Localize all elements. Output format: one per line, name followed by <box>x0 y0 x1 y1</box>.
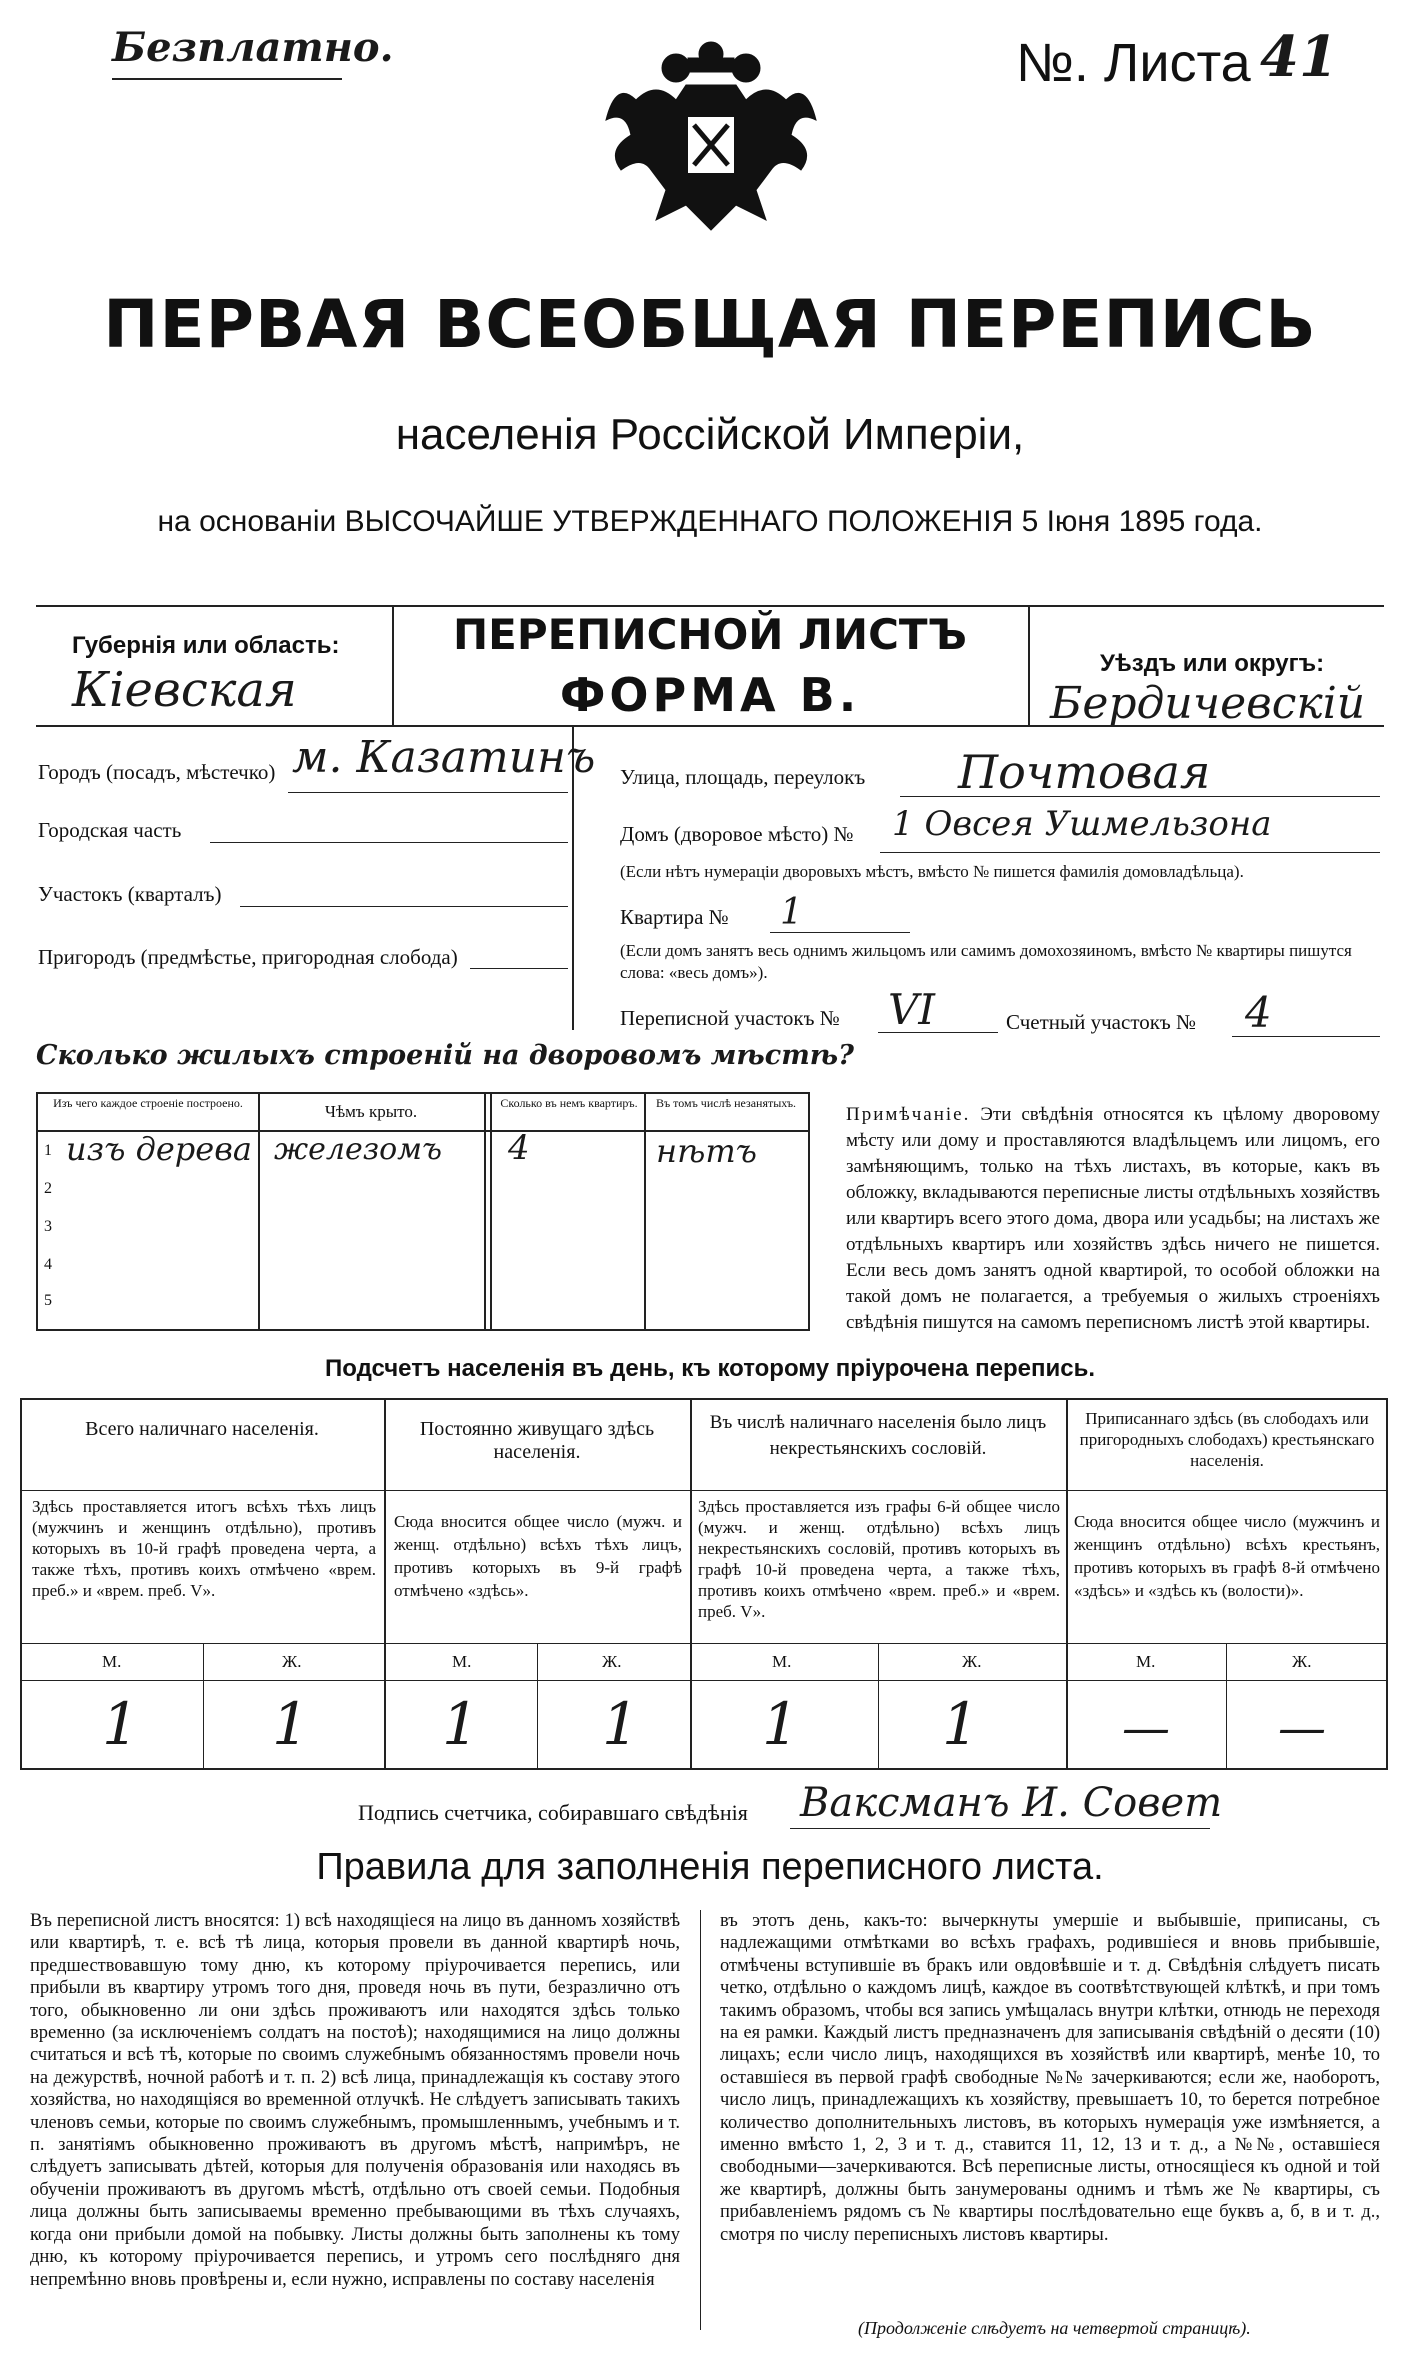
house-label: Домъ (дворовое мѣсто) № <box>620 822 854 846</box>
street-line <box>900 796 1380 797</box>
signature-label: Подпись счетчика, собиравшаго свѣдѣнія <box>358 1800 748 1825</box>
count-col-peasant-f: — <box>1278 1700 1326 1756</box>
buildings-row <box>38 1286 808 1324</box>
buildings-question: Сколько жилыхъ строеній на дворовомъ мѣстѣ? <box>36 1040 854 1071</box>
count-col-total-desc: Здѣсь проставляется итогъ всѣхъ тѣхъ лицъ (мужчинъ и женщинъ отдѣльно), противъ которыхъ въ 10-й графѣ проведена черта, а также тѣхъ, противъ коихъ отмѣчено «врем. преб.» и «врем. преб. V». <box>32 1497 376 1600</box>
buildings-row <box>38 1210 808 1248</box>
suburb-line <box>470 968 568 969</box>
form-top-rule <box>36 605 1384 607</box>
roof-value: железомъ <box>274 1132 443 1167</box>
district-label: Участокъ (кварталъ) <box>38 882 222 906</box>
buildings-col-material: Изъ чего каждое строеніе построено. <box>53 1096 243 1110</box>
count-table <box>20 1398 1388 1770</box>
form-divider-right <box>1028 605 1030 725</box>
count-col-peasant-desc: Сюда вносится общее число (мужчинъ и женщинъ отдѣльно) всѣхъ крестьянъ, противъ которыхъ въ графѣ 8-й отмѣчено «здѣсь» и «здѣсь къ (волости)». <box>1074 1512 1380 1600</box>
house-note: (Если нѣтъ нумераціи дворовыхъ мѣстъ, вмѣсто № пишется фамилія домовладѣльца). <box>620 862 1244 881</box>
flat-line <box>770 932 910 933</box>
row-number: 5 <box>44 1292 52 1309</box>
row-number: 2 <box>44 1180 52 1197</box>
house-value: 1 Овсея Ушмельзона <box>892 804 1272 844</box>
buildings-note <box>846 1102 1380 1336</box>
count-title: Подсчетъ населенія въ день, къ которому пріурочена перепись. <box>325 1355 1095 1382</box>
count-col-permanent-desc: Сюда вносится общее число (мужч. и женщ. отдѣльно) всѣхъ тѣхъ лицъ, противъ которыхъ въ 9-й графѣ отмѣчено «здѣсь». <box>394 1512 682 1600</box>
buildings-row <box>38 1172 808 1210</box>
row-number: 4 <box>44 1256 52 1273</box>
counting-district-value: 4 <box>1245 988 1272 1037</box>
city-line <box>288 792 568 793</box>
free-underline <box>112 78 342 80</box>
street-label: Улица, площадь, переулокъ <box>620 765 866 789</box>
district-line <box>240 906 568 907</box>
count-col-permanent-m-label: М. <box>452 1652 472 1671</box>
city-value: м. Казатинъ <box>292 732 596 783</box>
count-col-peasant-m-label: М. <box>1136 1652 1156 1671</box>
count-col-peasant-f-label: Ж. <box>1292 1652 1312 1671</box>
count-col-permanent-f-label: Ж. <box>602 1652 622 1671</box>
street-value: Почтовая <box>958 745 1211 799</box>
gubernia-value: Кіевская <box>72 662 297 718</box>
sheet-number-label: №. Листа <box>1016 33 1251 93</box>
signature-line <box>790 1828 1210 1829</box>
basis-line: на основаніи ВЫСОЧАЙШЕ УТВЕРЖДЕННАГО ПОЛОЖЕНІЯ 5 Іюня 1895 года. <box>157 505 1263 538</box>
rules-left-column: Въ переписной листъ вносятся: 1) всѣ находящіеся на лицо въ данномъ хозяйствѣ или квартирѣ, т. е. всѣ тѣ лица, которыя провели въ данной квартирѣ ночь, предшествовавшую тому дню, къ которому пріурочивается перепись, или прибыли въ квартиру утромъ того дня, проведя ночь въ пути, безразлично отъ того, обыкновенно ли они здѣсь проживаютъ или находятся здѣсь только временно (за исключеніемъ солдатъ на постоѣ); находящимися на лицо должны считаться и всѣ тѣ, которые по своимъ служебнымъ обязанностямъ провели ночь на дежурствѣ, ночной работѣ и т. п. 2) всѣ лица, принадлежащія къ составу этого хозяйства, но находящіяся во временной отлучкѣ. Не слѣдуетъ записывать такихъ членовъ семьи, которые по своимъ служебнымъ, промышленнымъ, учебнымъ и т. п. занятіямъ обыкновенно проживаютъ въ другомъ мѣстѣ, напримѣръ, не слѣдуетъ записывать дѣтей, которыя для полученія образованія или находясь въ обученіи проживаютъ въ другомъ мѣстѣ, отдѣльно отъ своей семьи. Подобныя лица должны быть записываемы временно пребывающими въ тѣхъ случаяхъ, когда они прибыли домой на побывку. Листы должны быть заполнены къ тому дню, къ которому пріурочивается перепись, и утромъ сего послѣдняго дня непремѣнно вновь провѣрены и, если нужно, исправлены по составу населенія <box>30 1911 680 2290</box>
coat-of-arms-icon <box>596 40 826 240</box>
count-col-permanent-f: 1 <box>602 1690 639 1758</box>
vacant-value: нѣтъ <box>656 1132 757 1170</box>
buildings-row <box>38 1248 808 1286</box>
census-district-line <box>878 1032 998 1033</box>
buildings-col-vacant: Въ томъ числѣ незанятыхъ. <box>655 1096 797 1110</box>
count-col-peasant-head: Приписаннаго здѣсь (въ слободахъ или пригородныхъ слободахъ) крестьянскаго населенія. <box>1079 1409 1375 1470</box>
row-number: 3 <box>44 1218 52 1235</box>
flat-label: Квартира № <box>620 905 729 929</box>
count-col-total-head: Всего наличнаго населенія. <box>85 1418 319 1440</box>
counting-district-line <box>1232 1036 1380 1037</box>
rules-title: Правила для заполненія переписного листа. <box>316 1846 1104 1888</box>
rules-continued: (Продолженіе слѣдуетъ на четвертой страницѣ). <box>858 2318 1251 2338</box>
page-subtitle: населенія Россійской Имперіи, <box>395 410 1025 459</box>
buildings-col-roof: Чѣмъ крыто. <box>324 1102 418 1121</box>
sheet-number-value: 41 <box>1260 24 1338 90</box>
gubernia-label: Губернія или область: <box>72 632 340 659</box>
sheet-title: ПЕРЕПИСНОЙ ЛИСТЪ <box>452 610 968 659</box>
note-heading: Примѣчаніе. <box>846 1104 971 1125</box>
suburb-label: Пригородъ (предмѣстье, пригородная слобода) <box>38 945 458 969</box>
form-label: ФОРМА В. <box>559 668 861 722</box>
uezd-value: Бердичевскій <box>1050 678 1366 729</box>
count-col-permanent-head: Постоянно живущаго здѣсь населенія. <box>419 1418 655 1463</box>
count-col-nonpeasant-head: Въ числѣ наличнаго населенія было лицъ некрестьянскихъ сословій. <box>709 1412 1047 1459</box>
count-col-nonpeasant-f-label: Ж. <box>962 1652 982 1671</box>
note-text: Эти свѣдѣнія относятся къ цѣлому дворовому мѣсту или дому и проставляются владѣльцемъ или лицомъ, его замѣняющимъ, только на тѣхъ листахъ, въ которые, какъ въ обложку, вкладываются переписные листы отдѣльныхъ хозяйствъ или квартиръ всего этого дома, двора или усадьбы; на листахъ же отдѣльныхъ квартиръ или хозяйствъ здѣсь ничего не пишется. Если весь домъ занятъ одной квартирой, то особой обложки на такой домъ не полагается, а требуемыя о жилыхъ строеніяхъ свѣдѣнія пишутся на самомъ переписномъ листѣ этой квартиры. <box>846 1104 1380 1333</box>
count-col-total-f-label: Ж. <box>282 1652 302 1671</box>
count-col-permanent-m: 1 <box>442 1690 479 1758</box>
signature-value: Ваксманъ И. Совет <box>800 1780 1223 1826</box>
city-label: Городъ (посадъ, мѣстечко) <box>38 760 276 784</box>
flats-value: 4 <box>508 1128 530 1168</box>
buildings-table <box>36 1092 810 1331</box>
census-district-value: VI <box>888 985 935 1034</box>
free-label: Безплатно. <box>112 24 394 71</box>
count-col-nonpeasant-f: 1 <box>942 1690 979 1758</box>
material-value: изъ дерева <box>66 1130 252 1168</box>
census-district-label: Переписной участокъ № <box>620 1006 840 1030</box>
row-number: 1 <box>44 1142 52 1159</box>
count-col-nonpeasant-desc: Здѣсь проставляется изъ графы 6-й общее число (мужч. и женщ. отдѣльно) всѣхъ лицъ некрестьянскихъ сословій, противъ которыхъ въ графѣ 10-й проведена черта, а также тѣхъ, противъ коихъ отмѣчено «врем. преб.» и «врем. преб. V». <box>698 1497 1060 1621</box>
form-mid-rule <box>36 725 1384 727</box>
count-col-total-m-label: М. <box>102 1652 122 1671</box>
count-col-nonpeasant-m-label: М. <box>772 1652 792 1671</box>
house-line <box>880 852 1380 853</box>
city-part-line <box>210 842 568 843</box>
flat-note: (Если домъ занятъ весь однимъ жильцомъ или самимъ домохозяиномъ, вмѣсто № квартиры пишутся слова: «весь домъ»). <box>620 941 1352 982</box>
buildings-row <box>38 1128 808 1170</box>
uezd-label: Уѣздъ или округъ: <box>1100 650 1325 677</box>
count-col-total-f: 1 <box>272 1690 309 1758</box>
counting-district-label: Счетный участокъ № <box>1006 1010 1197 1034</box>
buildings-col-flats: Сколько въ немъ квартиръ. <box>500 1096 638 1110</box>
rules-divider <box>700 1910 701 2330</box>
count-col-total-m: 1 <box>102 1690 139 1758</box>
city-part-label: Городская часть <box>38 818 182 842</box>
count-col-nonpeasant-m: 1 <box>762 1690 799 1758</box>
count-col-peasant-m: — <box>1122 1700 1170 1756</box>
page-title: ПЕРВАЯ ВСЕОБЩАЯ ПЕРЕПИСЬ <box>103 286 1317 363</box>
rules-right-column: въ этотъ день, какъ-то: вычеркнуты умершіе и выбывшіе, приписаны, съ надлежащими отмѣтками во всѣхъ графахъ, родившіеся и вновь прибывшіе, отмѣчены вступившіе въ бракъ или овдовѣвшіе и т. д. Свѣдѣнія слѣдуетъ писать четко, отдѣльно о каждомъ лицѣ, каждое въ соотвѣтствующей клѣткѣ, и при томъ такимъ образомъ, чтобы вся запись умѣщалась внутри клѣтки, отнюдь не переходя на ея рамки. Каждый листъ предназначенъ для записыванія свѣдѣній о десяти (10) лицахъ; если число лицъ, находящихся въ хозяйствѣ или квартирѣ, менѣе 10, то оставшіеся въ первой графѣ свободные №№ зачеркиваются; если же, наоборотъ, число лицъ, принадлежащихъ къ хозяйству, превышаетъ 10, то берется потребное количество дополнительныхъ листовъ, въ которыхъ нумерація уже измѣняется, а именно вмѣсто 1, 2, 3 и т. д., ставится 11, 12, 13 и т. д., а №№, оставшіеся свободными—зачеркиваются. Всѣ переписные листы, относящіеся къ одной и той же квартирѣ, должны быть занумерованы однимъ и тѣмъ же № квартиры, съ прибавленіемъ рядомъ съ № квартиры послѣдовательно еще буквъ а, б, в и т. д., смотря по числу переписныхъ листовъ квартиры. <box>720 1911 1380 2245</box>
flat-value: 1 <box>780 892 803 933</box>
